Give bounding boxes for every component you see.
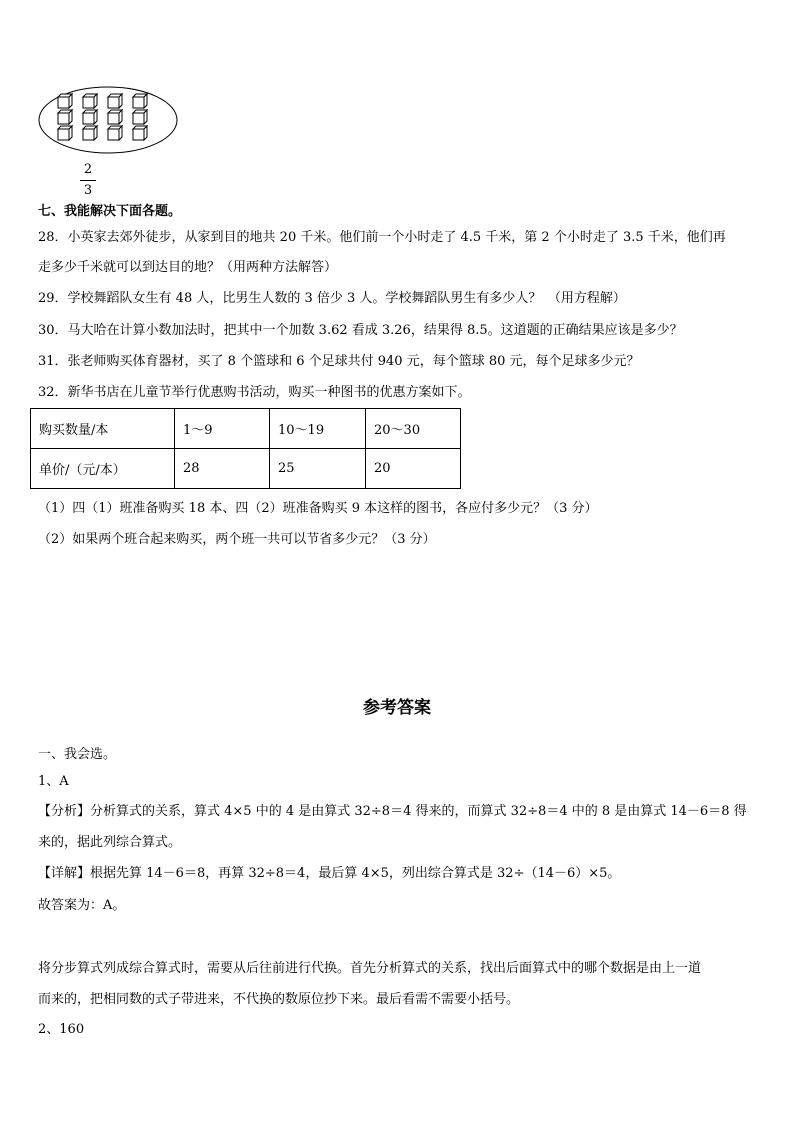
- cube-icon: [108, 126, 122, 140]
- question-32: 32．新华书店在儿童节举行优惠购书活动，购买一种图书的优惠方案如下。: [38, 385, 471, 400]
- cube-icon: [108, 110, 122, 124]
- table-cell: 单价/（元/本）: [31, 449, 175, 489]
- fraction-two-thirds: [80, 162, 96, 199]
- answers-heading: 参考答案: [363, 698, 431, 718]
- cube-group: [58, 94, 147, 140]
- question-31: 31．张老师购买体育器材，买了 8 个篮球和 6 个足球共付 940 元，每个篮球 80 元，每个足球多少元？: [38, 354, 640, 369]
- table-cell: 25: [270, 449, 366, 489]
- cube-icon: [58, 126, 72, 140]
- question-29: 29．学校舞蹈队女生有 48 人，比男生人数的 3 倍少 3 人。学校舞蹈队男生有多少人？ （用方程解）: [38, 291, 626, 306]
- question-30: 30．马大哈在计算小数加法时，把其中一个加数 3.62 看成 3.26，结果得 8.5。这道题的正确结果应该是多少？: [38, 323, 683, 338]
- question-32-part1: （1）四（1）班准备购买 18 本、四（2）班准备购买 9 本这样的图书，各应付多少元？（3 分）: [38, 501, 598, 516]
- table-cell: 1～9: [175, 409, 270, 449]
- answer-1-analysis-line1: 【分析】分析算式的关系，算式 4×5 中的 4 是由算式 32÷8＝4 得来的，而算式 32÷8＝4 中的 8 是由算式 14－6＝8 得: [38, 804, 747, 819]
- cube-icon: [58, 94, 72, 108]
- cube-icon: [133, 126, 147, 140]
- answer-1: 1、A: [38, 774, 69, 789]
- question-28-line1: 28．小英家去郊外徒步，从家到目的地共 20 千米。他们前一个小时走了 4.5 千米，第 2 个小时走了 3.5 千米，他们再: [38, 230, 726, 245]
- answer-1-analysis-line2: 来的，据此列综合算式。: [38, 835, 182, 850]
- cube-icon: [133, 110, 147, 124]
- table-cell: 20～30: [366, 409, 461, 449]
- price-table: [30, 408, 461, 489]
- table-row: [31, 409, 461, 449]
- answer-1-note-line1: 将分步算式列成综合算式时，需要从后往前进行代换。首先分析算式的关系，找出后面算式中的哪个数据是由上一道: [38, 961, 702, 976]
- question-32-part2: （2）如果两个班合起来购买，两个班一共可以节省多少元？（3 分）: [38, 532, 436, 547]
- answers-section-1: 一、我会选。: [38, 747, 117, 762]
- fraction-denominator: 3: [83, 183, 93, 198]
- cube-icon: [108, 94, 122, 108]
- answer-1-detail: 【详解】根据先算 14－6＝8，再算 32÷8＝4，最后算 4×5，列出综合算式是 32÷（14－6）×5。: [38, 866, 621, 881]
- table-cell: 28: [175, 449, 270, 489]
- table-row: [31, 449, 461, 489]
- section-7-title: 七、我能解决下面各题。: [38, 204, 182, 219]
- cube-icon: [133, 94, 147, 108]
- answer-1-note-line2: 而来的，把相同数的式子带进来，不代换的数原位抄下来。最后看需不需要小括号。: [38, 992, 520, 1007]
- cube-icon: [83, 110, 97, 124]
- fraction-bar: [80, 180, 96, 181]
- table-cell: 购买数量/本: [31, 409, 175, 449]
- cubes-figure: [36, 84, 182, 158]
- answer-1-conclusion: 故答案为：A。: [38, 898, 126, 913]
- fraction-numerator: 2: [83, 162, 93, 177]
- cube-icon: [83, 126, 97, 140]
- cube-icon: [83, 94, 97, 108]
- table-cell: 20: [366, 449, 461, 489]
- question-28-line2: 走多少千米就可以到达目的地？（用两种方法解答）: [38, 260, 338, 275]
- cube-icon: [58, 110, 72, 124]
- table-cell: 10～19: [270, 409, 366, 449]
- answer-2: 2、160: [38, 1022, 85, 1037]
